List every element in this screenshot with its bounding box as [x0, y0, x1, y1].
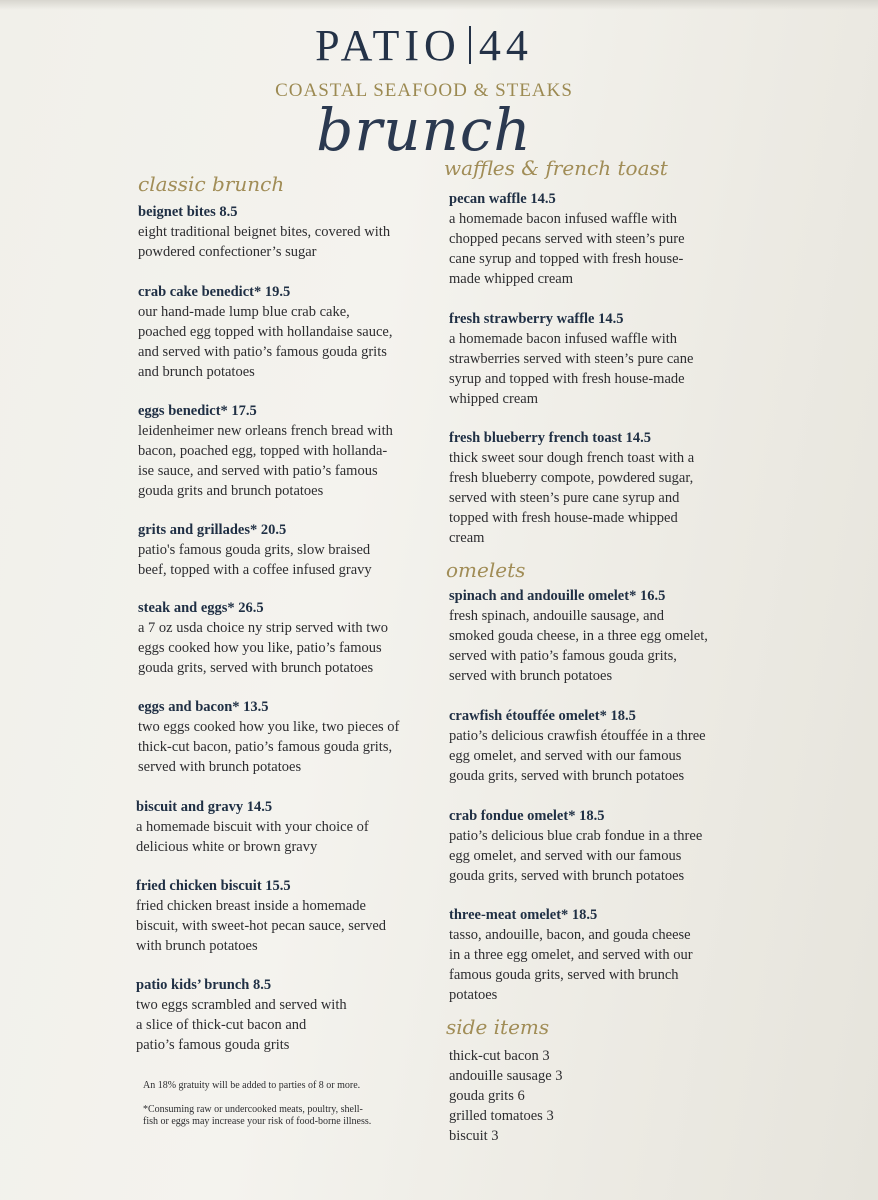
menu-title: brunch	[316, 96, 532, 164]
menu-item	[449, 906, 759, 1005]
menu-item	[138, 203, 448, 262]
item-name: pecan waffle 14.5	[449, 191, 556, 207]
item-description: two eggs scrambled and served with a slice of thick-cut bacon and patio’s famous gouda grits	[136, 997, 347, 1053]
consumption-warning: *Consuming raw or undercooked meats, poultry, shell- fish or eggs may increase your risk of food-borne illness.	[143, 1104, 372, 1127]
brand-tagline: COASTAL SEAFOOD & STEAKS	[275, 80, 573, 101]
item-name: crab fondue omelet* 18.5	[449, 808, 605, 824]
side-item: gouda grits 6	[449, 1088, 525, 1104]
side-item: biscuit 3	[449, 1128, 499, 1144]
item-description: fried chicken breast inside a homemade biscuit, with sweet-hot pecan sauce, served with brunch potatoes	[136, 898, 387, 954]
menu-item	[138, 599, 448, 678]
menu-item	[138, 521, 448, 580]
item-name: three-meat omelet* 18.5	[449, 907, 598, 923]
side-item: grilled tomatoes 3	[449, 1108, 554, 1124]
item-description: tasso, andouille, bacon, and gouda cheese in a three egg omelet, and served with our famous gouda grits, served with brunch potatoes	[449, 927, 693, 1003]
item-name: biscuit and gravy 14.5	[136, 799, 273, 815]
brand-number: 44	[478, 21, 533, 70]
item-description: patio's famous gouda grits, slow braised beef, topped with a coffee infused gravy	[138, 542, 372, 578]
item-description: our hand-made lump blue crab cake, poached egg topped with hollandaise sauce, and served with patio’s famous gouda grits and brunch potatoes	[138, 304, 393, 380]
item-description: eight traditional beignet bites, covered with powdered confectioner’s sugar	[138, 224, 391, 260]
item-name: beignet bites 8.5	[138, 204, 238, 220]
menu-header	[0, 0, 878, 170]
item-name: spinach and andouille omelet* 16.5	[449, 588, 666, 604]
section-title-classic-brunch: classic brunch	[138, 172, 285, 196]
menu-item	[136, 798, 446, 857]
menu-item	[138, 698, 448, 777]
item-name: grits and grillades* 20.5	[138, 522, 287, 538]
item-description: a homemade bacon infused waffle with strawberries served with steen’s pure cane syrup and topped with fresh house-made whipped cream	[449, 331, 694, 407]
brand-name: PATIO	[315, 21, 461, 70]
item-description: patio’s delicious crawfish étouffée in a three egg omelet, and served with our famous gouda grits, served with brunch potatoes	[449, 728, 706, 784]
menu-item	[449, 310, 759, 409]
side-items-list	[449, 1046, 749, 1146]
item-name: crawfish étouffée omelet* 18.5	[449, 708, 636, 724]
item-name: fresh strawberry waffle 14.5	[449, 311, 624, 327]
side-item: thick-cut bacon 3	[449, 1048, 550, 1064]
gratuity-note: An 18% gratuity will be added to parties of 8 or more.	[143, 1080, 361, 1091]
item-name: eggs benedict* 17.5	[138, 403, 257, 419]
menu-item	[449, 429, 759, 548]
item-description: fresh spinach, andouille sausage, and smoked gouda cheese, in a three egg omelet, served with patio’s famous gouda grits, served with brunch potatoes	[449, 608, 708, 684]
side-item: andouille sausage 3	[449, 1068, 563, 1084]
item-name: fried chicken biscuit 15.5	[136, 878, 291, 894]
menu-item	[136, 877, 446, 956]
menu-item	[138, 402, 448, 501]
menu-item	[449, 587, 759, 686]
brand-logo	[0, 20, 848, 71]
item-name: patio kids’ brunch 8.5	[136, 977, 272, 993]
menu-item	[449, 807, 759, 886]
section-title-side-items: side items	[446, 1015, 550, 1039]
item-description: thick sweet sour dough french toast with a fresh blueberry compote, powdered sugar, served with steen’s pure cane syrup and topped with fresh house-made whipped cream	[449, 450, 695, 546]
item-description: leidenheimer new orleans french bread with bacon, poached egg, topped with hollanda- ise sauce, and served with patio’s famous gouda grits and brunch potatoes	[138, 423, 393, 499]
section-title-omelets: omelets	[446, 558, 526, 582]
item-description: two eggs cooked how you like, two pieces of thick-cut bacon, patio’s famous gouda grits, served with brunch potatoes	[138, 719, 400, 775]
menu-item	[449, 190, 759, 289]
item-name: crab cake benedict* 19.5	[138, 284, 291, 300]
menu-item	[136, 976, 446, 1055]
brand-divider	[469, 26, 471, 64]
menu-item	[449, 707, 759, 786]
menu-item	[138, 283, 448, 382]
item-description: a homemade bacon infused waffle with chopped pecans served with steen’s pure cane syrup and topped with fresh house- made whipped cream	[449, 211, 685, 287]
item-name: steak and eggs* 26.5	[138, 600, 264, 616]
item-name: eggs and bacon* 13.5	[138, 699, 269, 715]
item-description: patio’s delicious blue crab fondue in a three egg omelet, and served with our famous gouda grits, served with brunch potatoes	[449, 828, 703, 884]
item-description: a 7 oz usda choice ny strip served with two eggs cooked how you like, patio’s famous gouda grits, served with brunch potatoes	[138, 620, 389, 676]
item-description: a homemade biscuit with your choice of delicious white or brown gravy	[136, 819, 369, 855]
item-name: fresh blueberry french toast 14.5	[449, 430, 652, 446]
section-title-waffles: waffles & french toast	[444, 156, 668, 180]
